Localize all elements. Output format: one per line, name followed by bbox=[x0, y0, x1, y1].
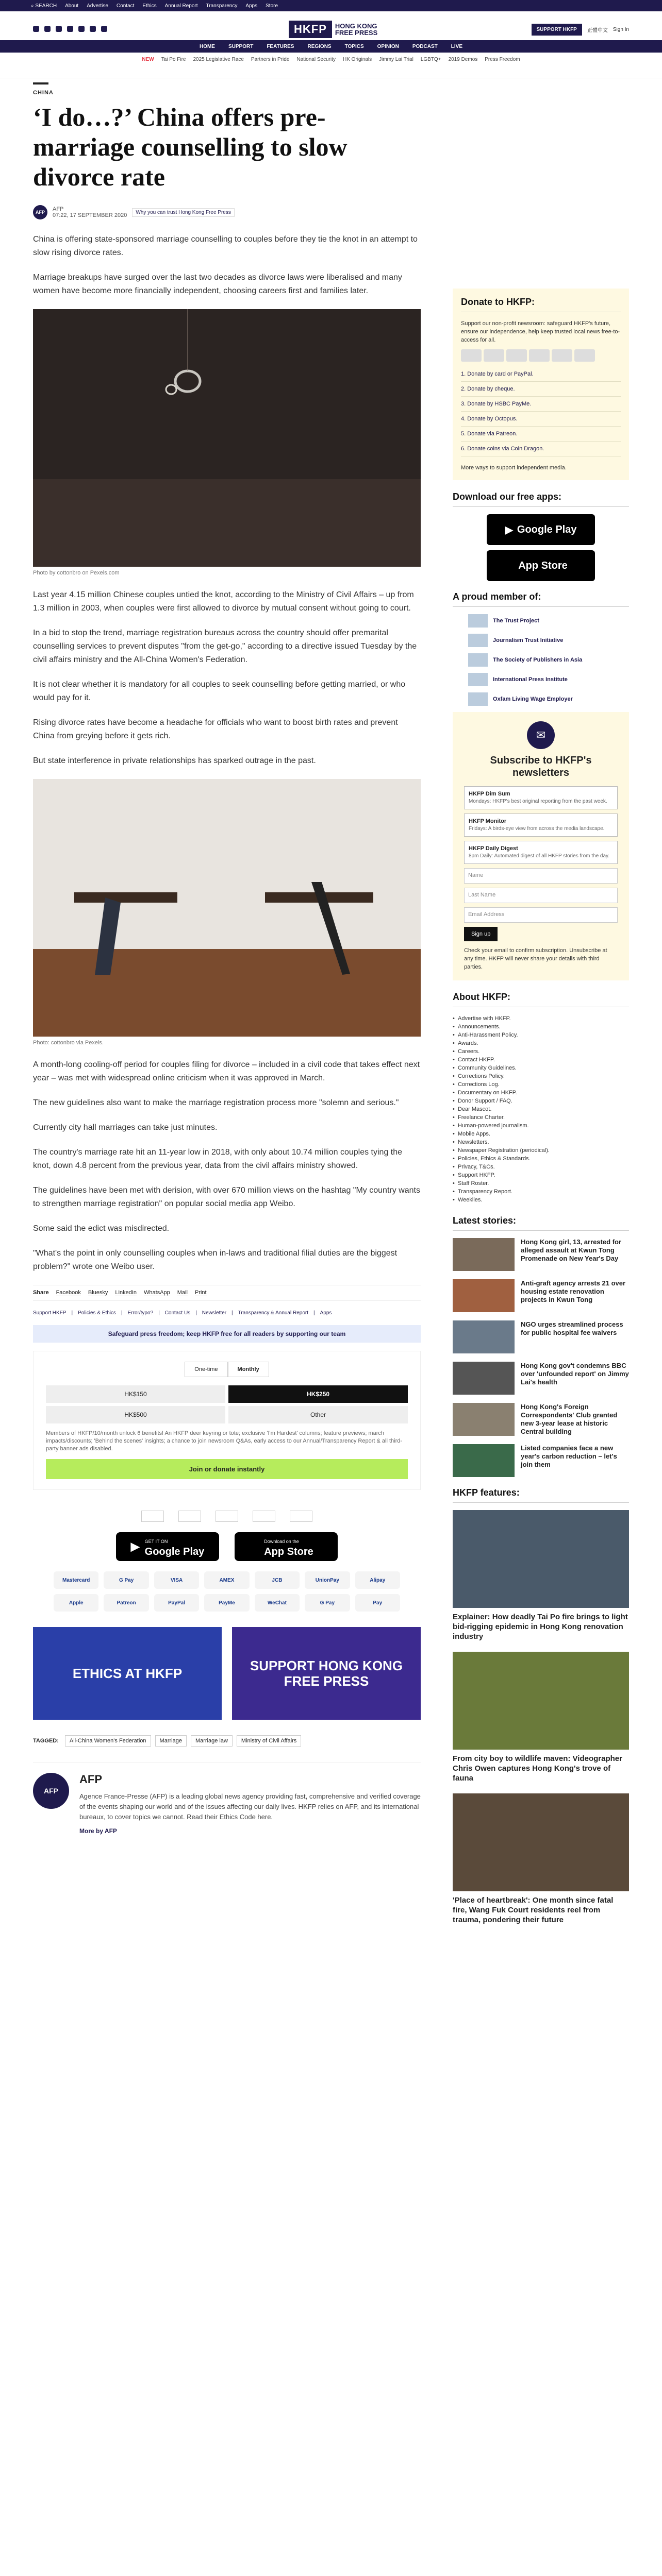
latest-story[interactable] bbox=[453, 1320, 629, 1353]
footer-link[interactable]: Transparency & Annual Report bbox=[238, 1310, 309, 1316]
store-small-text: Download on the bbox=[264, 1539, 299, 1544]
rings-photo bbox=[33, 309, 421, 567]
linkedin-icon[interactable] bbox=[78, 26, 85, 32]
frequency-tabs bbox=[46, 1362, 408, 1377]
article-footer-links: Support HKFP | Policies & Ethics | Error/typo? | Contact Us | Newsletter | Transparency & Annual Report | Apps bbox=[33, 1310, 332, 1316]
jti-logo bbox=[178, 1511, 201, 1522]
twitter-icon[interactable] bbox=[33, 26, 39, 32]
about-link[interactable]: • Announcements. bbox=[453, 1023, 629, 1031]
paragraph: In a bid to stop the trend, marriage registration bureaus across the country should offer premarital counselling services to prevent disputes "from the get-go," according to a directive issued Tuesday by the civil affairs ministry and the All-China Women's Federation. bbox=[33, 629, 417, 664]
story-thumbnail bbox=[453, 1320, 515, 1353]
new-badge: NEW bbox=[142, 56, 154, 62]
donate-option[interactable]: 5. Donate via Patreon. bbox=[461, 427, 621, 442]
nav-item[interactable]: TOPICS bbox=[344, 43, 364, 49]
more-by-author-link[interactable]: More by AFP bbox=[79, 1827, 117, 1835]
donate-text: Support our non-profit newsroom: safeguard HKFP's future, ensure our independence, help keep trusted local news free-to-access for all. bbox=[461, 320, 620, 343]
paragraph: Last year 4.15 million Chinese couples untied the knot, according to the Ministry of Civil Affairs – up from 1.3 million in 2003, when couples were first allowed to divorce by mutual consent without going to court. bbox=[33, 590, 414, 613]
author-bio-text: Agence France-Presse (AFP) is a leading global news agency providing fast, comprehensive and verified coverage of the events shaping our world and of the issues affecting our daily lives. HKFP relies on AFP, and its international bureaux, to cover topics we cannot. Read their Ethics Code here. bbox=[79, 1792, 421, 1821]
member-logo[interactable] bbox=[468, 692, 614, 706]
image-caption: Photo by cottonbro on Pexels.com bbox=[33, 570, 120, 576]
ethics-promo[interactable]: ETHICS AT HKFP bbox=[33, 1627, 222, 1720]
support-button[interactable]: SUPPORT HKFP bbox=[532, 24, 582, 36]
story-title: Listed companies face a new year's carbon reduction – let's join them bbox=[521, 1444, 617, 1468]
paragraph: Some said the edict was misdirected. bbox=[33, 1224, 170, 1233]
nav-item[interactable]: PODCAST bbox=[412, 43, 438, 49]
topbar-link[interactable]: About bbox=[65, 3, 79, 9]
payment-logo: G Pay bbox=[104, 1571, 148, 1589]
topbar-link[interactable]: Store bbox=[266, 3, 278, 9]
feature-title: From city boy to wildlife maven: Videographer Chris Owen captures Hong Kong's trove of fauna bbox=[453, 1754, 622, 1783]
about-link[interactable]: • Corrections Log. bbox=[453, 1080, 629, 1089]
instagram-icon[interactable] bbox=[56, 26, 62, 32]
member-name: Oxfam Living Wage Employer bbox=[493, 696, 573, 702]
nav-item[interactable]: HOME bbox=[199, 43, 215, 49]
payment-methods bbox=[33, 1571, 421, 1612]
amount-option[interactable]: Other bbox=[228, 1406, 408, 1423]
nav-item[interactable]: REGIONS bbox=[307, 43, 332, 49]
store-name: Google Play bbox=[144, 1546, 205, 1557]
name-field[interactable]: Name bbox=[464, 868, 618, 884]
oxfam-icon bbox=[468, 692, 488, 706]
trending-nav bbox=[0, 54, 662, 65]
payment-logo: Apple bbox=[54, 1594, 98, 1612]
donate-option[interactable]: 1. Donate by card or PayPal. bbox=[461, 367, 621, 382]
share-bluesky[interactable]: Bluesky bbox=[88, 1290, 108, 1296]
share-mail[interactable]: Mail bbox=[177, 1290, 188, 1296]
story-thumbnail bbox=[453, 1362, 515, 1395]
signin-link[interactable]: Sign In bbox=[613, 27, 629, 32]
paragraph: Rising divorce rates have become a headache for officials who want to boost birth rates and prevent China from greying before it gets rich. bbox=[33, 718, 398, 740]
newsletter-name: HKFP Dim Sum bbox=[469, 791, 510, 797]
article-category[interactable]: CHINA bbox=[33, 90, 54, 96]
tab-one-time[interactable]: One-time bbox=[185, 1362, 227, 1377]
latest-story[interactable] bbox=[453, 1362, 629, 1395]
sopa-icon bbox=[468, 653, 488, 667]
footer-link[interactable]: Error/typo? bbox=[127, 1310, 154, 1316]
trust-project-logo bbox=[141, 1511, 164, 1522]
trust-project-icon bbox=[468, 614, 488, 628]
about-link[interactable]: • Staff Roster. bbox=[453, 1179, 629, 1188]
search-label: SEARCH bbox=[35, 3, 57, 9]
story-title: Anti-graft agency arrests 21 over housing estate renovation projects in Kwun Tong bbox=[521, 1279, 626, 1303]
store-name: App Store bbox=[264, 1546, 313, 1557]
features-heading: HKFP features: bbox=[453, 1487, 629, 1503]
signup-button[interactable]: Sign up bbox=[464, 927, 498, 941]
app-store-button[interactable] bbox=[487, 550, 595, 581]
paragraph: Currently city hall marriages can take just minutes. bbox=[33, 1123, 218, 1132]
donate-option[interactable]: 6. Donate coins via Coin Dragon. bbox=[461, 442, 621, 456]
play-icon: ▶ bbox=[130, 1540, 140, 1553]
trending-link[interactable]: 2025 Legislative Race bbox=[193, 56, 244, 62]
trending-link[interactable]: 2019 Demos bbox=[448, 56, 478, 62]
latest-story[interactable] bbox=[453, 1238, 629, 1271]
member-logo[interactable] bbox=[468, 653, 614, 667]
member-name: The Society of Publishers in Asia bbox=[493, 657, 583, 663]
about-link[interactable]: • Weeklies. bbox=[453, 1196, 629, 1204]
share-print[interactable]: Print bbox=[194, 1290, 207, 1296]
footer-link[interactable]: Apps bbox=[320, 1310, 332, 1316]
feature-title: 'Place of heartbreak': One month since fatal fire, Wang Fuk Court residents reel from trauma, pondering their future bbox=[453, 1896, 614, 1924]
feature-image bbox=[453, 1510, 629, 1608]
tab-monthly[interactable]: Monthly bbox=[228, 1362, 269, 1377]
latest-heading: Latest stories: bbox=[453, 1215, 629, 1231]
about-link[interactable]: • Careers. bbox=[453, 1047, 629, 1056]
story-thumbnail bbox=[453, 1238, 515, 1271]
amount-option-selected[interactable]: HK$250 bbox=[228, 1385, 408, 1403]
newsletter-desc: 8pm Daily: Automated digest of all HKFP stories from the day. bbox=[469, 853, 610, 859]
byline bbox=[33, 205, 421, 219]
share-whatsapp[interactable]: WhatsApp bbox=[144, 1290, 170, 1296]
author-bio-avatar[interactable]: AFP bbox=[33, 1773, 69, 1809]
image-caption: Photo: cottonbro via Pexels. bbox=[33, 1040, 104, 1046]
publish-date: 07:22, 17 SEPTEMBER 2020 bbox=[53, 212, 127, 218]
share-facebook[interactable]: Facebook bbox=[56, 1290, 81, 1296]
payment-logo: PayMe bbox=[204, 1594, 249, 1612]
store-small-text: GET IT ON bbox=[144, 1539, 168, 1544]
topbar-link[interactable]: Ethics bbox=[142, 3, 157, 9]
newsletter-box bbox=[453, 712, 629, 980]
google-play-button[interactable] bbox=[116, 1532, 219, 1561]
telegram-icon[interactable] bbox=[90, 26, 96, 32]
story-thumbnail bbox=[453, 1279, 515, 1312]
about-link[interactable]: • Freelance Charter. bbox=[453, 1113, 629, 1122]
support-promo[interactable]: SUPPORT HONG KONG FREE PRESS bbox=[232, 1627, 421, 1720]
email-field[interactable]: Email Address bbox=[464, 907, 618, 923]
top-utility-bar bbox=[0, 0, 662, 11]
about-link[interactable]: • Human-powered journalism. bbox=[453, 1122, 629, 1130]
payment-logo: WeChat bbox=[255, 1594, 300, 1612]
app-store-button[interactable] bbox=[235, 1532, 338, 1561]
story-title: Hong Kong girl, 13, arrested for alleged assault at Kwun Tong Promenade on New Year's Day bbox=[521, 1238, 622, 1262]
donate-option[interactable]: 4. Donate by Octopus. bbox=[461, 412, 621, 427]
story-thumbnail bbox=[453, 1444, 515, 1477]
amount-options bbox=[46, 1385, 408, 1423]
tag[interactable]: Marriage law bbox=[191, 1735, 233, 1747]
member-logo[interactable] bbox=[468, 634, 614, 647]
footer-link[interactable]: Contact Us bbox=[164, 1310, 191, 1316]
paragraph: It is not clear whether it is mandatory for all couples to seek counselling before getting married, or who would pay for it. bbox=[33, 680, 406, 702]
tag[interactable]: All-China Women's Federation bbox=[65, 1735, 151, 1747]
google-play-button[interactable] bbox=[487, 514, 595, 545]
paragraph: The country's marriage rate hit an 11-year low in 2018, with only about 10.74 million couples tying the knot, down 4.8 percent from the previous year, data from the civil affairs ministry showed. bbox=[33, 1148, 403, 1170]
paragraph: A month-long cooling-off period for couples filing for divorce – included in a civil code that takes effect next year – was met with widespread online criticism when it was approved in March. bbox=[33, 1060, 420, 1082]
member-logo[interactable] bbox=[468, 673, 614, 686]
article-image-couple bbox=[33, 779, 421, 1037]
feature-story[interactable] bbox=[453, 1793, 629, 1925]
main-nav bbox=[0, 40, 662, 53]
about-link[interactable]: • Corrections Policy. bbox=[453, 1072, 629, 1080]
language-link[interactable]: 正體中文 bbox=[587, 28, 608, 33]
latest-story[interactable] bbox=[453, 1279, 629, 1312]
about-link[interactable]: • Dear Mascot. bbox=[453, 1105, 629, 1113]
about-link[interactable]: • Policies, Ethics & Standards. bbox=[453, 1155, 629, 1163]
about-link[interactable]: • Awards. bbox=[453, 1039, 629, 1047]
paragraph: "What's the point in only counselling couples when in-laws and traditional filial duties are the biggest problem?" wrote one Weibo user. bbox=[33, 1249, 398, 1271]
newsletter-note: Check your email to confirm subscription. Unsubscribe at any time. HKFP will never share your details with third parties. bbox=[464, 947, 607, 970]
ipi-icon bbox=[468, 673, 488, 686]
jti-icon bbox=[468, 634, 488, 647]
member-logo-row bbox=[33, 1511, 421, 1522]
donation-widget bbox=[33, 1351, 421, 1490]
story-title: NGO urges streamlined process for public hospital fee waivers bbox=[521, 1320, 623, 1336]
newsletter-option[interactable] bbox=[464, 786, 618, 809]
feature-image bbox=[453, 1652, 629, 1750]
feature-image bbox=[453, 1793, 629, 1891]
sidebar bbox=[453, 289, 629, 1935]
nav-item[interactable]: OPINION bbox=[377, 43, 399, 49]
nav-item[interactable]: SUPPORT bbox=[228, 43, 254, 49]
topbar-link[interactable]: Contact bbox=[116, 3, 135, 9]
author-bio bbox=[33, 1762, 421, 1835]
newsletter-heading: Subscribe to HKFP's newsletters bbox=[490, 755, 592, 778]
donate-option[interactable]: 2. Donate by cheque. bbox=[461, 382, 621, 397]
footer-link[interactable]: Newsletter bbox=[202, 1310, 227, 1316]
amount-option[interactable]: HK$500 bbox=[46, 1406, 225, 1423]
newsletter-desc: Mondays: HKFP's best original reporting from the past week. bbox=[469, 799, 607, 804]
newsletter-option[interactable] bbox=[464, 841, 618, 864]
last-name-field[interactable]: Last Name bbox=[464, 888, 618, 903]
search-link[interactable]: ⌕ SEARCH bbox=[31, 3, 57, 9]
feature-story[interactable] bbox=[453, 1510, 629, 1641]
payment-logo: AMEX bbox=[204, 1571, 249, 1589]
paragraph: The new guidelines also want to make the marriage registration process more "solemn and serious." bbox=[33, 1098, 399, 1107]
youtube-icon[interactable] bbox=[67, 26, 73, 32]
payment-logo: Patreon bbox=[104, 1594, 148, 1612]
trending-link[interactable]: Press Freedom bbox=[485, 56, 520, 62]
story-title: Hong Kong gov't condemns BBC over 'unfounded report' on Jimmy Lai's health bbox=[521, 1362, 629, 1386]
payment-logo: JCB bbox=[255, 1571, 300, 1589]
tag[interactable]: Marriage bbox=[155, 1735, 187, 1747]
paragraph: China is offering state-sponsored marriage counselling to couples before they tie the knot in an attempt to slow rising divorce rates. bbox=[33, 235, 418, 257]
member-name: Journalism Trust Initiative bbox=[493, 637, 564, 643]
nav-item[interactable]: LIVE bbox=[451, 43, 463, 49]
promo-row bbox=[33, 1627, 421, 1720]
join-button[interactable]: Join or donate instantly bbox=[46, 1459, 408, 1479]
topbar-link[interactable]: Apps bbox=[245, 3, 258, 9]
payment-logo: Pay bbox=[355, 1594, 400, 1612]
footer-link[interactable]: Support HKFP bbox=[33, 1310, 67, 1316]
about-link[interactable]: • Newsletters. bbox=[453, 1138, 629, 1146]
social-links bbox=[33, 26, 107, 32]
ipi-logo bbox=[253, 1511, 275, 1522]
member-heading: A proud member of: bbox=[453, 591, 629, 607]
latest-story[interactable] bbox=[453, 1403, 629, 1436]
site-logo[interactable] bbox=[289, 21, 382, 38]
support-banner[interactable]: Safeguard press freedom; keep HKFP free for all readers by supporting our team bbox=[33, 1325, 421, 1343]
amount-option[interactable]: HK$150 bbox=[46, 1385, 225, 1403]
donate-heading: Donate to HKFP: bbox=[461, 297, 621, 312]
newsletter-name: HKFP Monitor bbox=[469, 818, 507, 824]
about-link[interactable]: • Advertise with HKFP. bbox=[453, 1014, 629, 1023]
header-actions bbox=[532, 24, 629, 36]
newsletter-option[interactable] bbox=[464, 814, 618, 837]
oxfam-logo bbox=[290, 1511, 312, 1522]
card-logos bbox=[461, 349, 621, 362]
envelope-icon: ✉ bbox=[527, 721, 555, 749]
trending-link[interactable]: HK Originals bbox=[342, 56, 372, 62]
paragraph: But state interference in private relationships has sparked outrage in the past. bbox=[33, 756, 316, 765]
about-link[interactable]: • Support HKFP. bbox=[453, 1171, 629, 1179]
about-link[interactable]: • Contact HKFP. bbox=[453, 1056, 629, 1064]
article bbox=[33, 82, 421, 1835]
feature-title: Explainer: How deadly Tai Po fire brings to light bid-rigging epidemic in Hong Kong renovation industry bbox=[453, 1613, 628, 1641]
author-bio-name[interactable]: AFP bbox=[79, 1773, 102, 1786]
app-store-buttons bbox=[33, 1532, 421, 1561]
tag[interactable]: Ministry of Civil Affairs bbox=[237, 1735, 301, 1747]
trending-link[interactable]: National Security bbox=[296, 56, 336, 62]
play-icon: ▶ bbox=[505, 524, 513, 536]
sopa-logo bbox=[216, 1511, 238, 1522]
payment-logo: UnionPay bbox=[305, 1571, 350, 1589]
share-bar bbox=[33, 1285, 421, 1301]
feature-story[interactable] bbox=[453, 1652, 629, 1783]
payment-logo: Alipay bbox=[355, 1571, 400, 1589]
apps-heading: Download our free apps: bbox=[453, 492, 629, 507]
more-ways-link[interactable]: More ways to support independent media. bbox=[461, 465, 567, 471]
trending-link[interactable]: Partners in Pride bbox=[251, 56, 290, 62]
newsletter-desc: Fridays: A birds-eye view from across the media landscape. bbox=[469, 826, 605, 832]
member-name: International Press Institute bbox=[493, 676, 568, 683]
story-thumbnail bbox=[453, 1403, 515, 1436]
about-heading: About HKFP: bbox=[453, 992, 629, 1007]
about-link[interactable]: • Mobile Apps. bbox=[453, 1130, 629, 1138]
newsletter-name: HKFP Daily Digest bbox=[469, 845, 518, 852]
payment-logo: VISA bbox=[154, 1571, 199, 1589]
author-avatar[interactable]: AFP bbox=[33, 205, 47, 219]
nav-item[interactable]: FEATURES bbox=[267, 43, 294, 49]
about-link[interactable]: • Anti-Harassment Policy. bbox=[453, 1031, 629, 1039]
couple-photo bbox=[33, 779, 421, 1037]
trending-link[interactable]: Jimmy Lai Trial bbox=[379, 56, 413, 62]
membership-note: Members of HKFP/10/month unlock 6 benefits! An HKFP deer keyring or tote; exclusive 'I'm Hardest' columns; feature previews; march impacts/discounts; 'Behind the scenes' insights; a chance to join newsroom Q&As, early access to our Annual/Transparency Report & all third-party banner ads disabled. bbox=[46, 1430, 403, 1452]
about-list bbox=[453, 1014, 629, 1204]
payment-logo: Mastercard bbox=[54, 1571, 98, 1589]
member-name: The Trust Project bbox=[493, 618, 539, 624]
divider bbox=[33, 82, 48, 84]
logo-text: HONG KONG FREE PRESS bbox=[335, 22, 378, 37]
trending-link[interactable]: LGBTQ+ bbox=[420, 56, 441, 62]
about-link[interactable]: • Documentary on HKFP. bbox=[453, 1089, 629, 1097]
story-title: Hong Kong's Foreign Correspondents' Club granted new 3-year lease at historic Central building bbox=[521, 1403, 618, 1435]
about-link[interactable]: • Community Guidelines. bbox=[453, 1064, 629, 1072]
author-name[interactable]: AFP bbox=[53, 206, 64, 212]
about-link[interactable]: • Newspaper Registration (periodical). bbox=[453, 1146, 629, 1155]
store-name: App Store bbox=[518, 560, 568, 571]
about-link[interactable]: • Privacy, T&Cs. bbox=[453, 1163, 629, 1171]
about-link[interactable]: • Transparency Report. bbox=[453, 1188, 629, 1196]
topbar-link[interactable]: Annual Report bbox=[164, 3, 198, 9]
donate-option[interactable]: 3. Donate by HSBC PayMe. bbox=[461, 397, 621, 412]
paragraph: Marriage breakups have surged over the last two decades as divorce laws were liberalised and many women have become more financially independent, choosing careers first and families later. bbox=[33, 273, 402, 295]
facebook-icon[interactable] bbox=[44, 26, 51, 32]
topbar-link[interactable]: Transparency bbox=[206, 3, 238, 9]
paragraph: The guidelines have been met with derision, with over 670 million views on the hashtag "My country wants to strengthen marriage registration" on popular social media app Weibo. bbox=[33, 1186, 420, 1208]
footer-link[interactable]: Policies & Ethics bbox=[78, 1310, 117, 1316]
member-logo[interactable] bbox=[468, 614, 614, 628]
topbar-link[interactable]: Advertise bbox=[87, 3, 108, 9]
payment-logo: G Pay bbox=[305, 1594, 350, 1612]
payment-logo: PayPal bbox=[154, 1594, 199, 1612]
share-linkedin[interactable]: LinkedIn bbox=[115, 1290, 137, 1296]
store-name: Google Play bbox=[517, 523, 577, 535]
article-image-rings bbox=[33, 309, 421, 567]
rss-icon[interactable] bbox=[101, 26, 107, 32]
article-title: ‘I do…?’ China offers pre-marriage counselling to slow divorce rate bbox=[33, 103, 347, 191]
share-label: Share bbox=[33, 1290, 49, 1296]
latest-story[interactable] bbox=[453, 1444, 629, 1477]
tag-list bbox=[33, 1735, 421, 1747]
donate-box bbox=[453, 289, 629, 480]
about-link[interactable]: • Donor Support / FAQ. bbox=[453, 1097, 629, 1105]
tags-label: TAGGED: bbox=[33, 1738, 59, 1744]
trust-badge[interactable]: Why you can trust Hong Kong Free Press bbox=[132, 208, 235, 217]
site-header bbox=[0, 11, 662, 78]
logo-mark: HKFP bbox=[289, 21, 332, 38]
trending-link[interactable]: Tai Po Fire bbox=[161, 56, 186, 62]
